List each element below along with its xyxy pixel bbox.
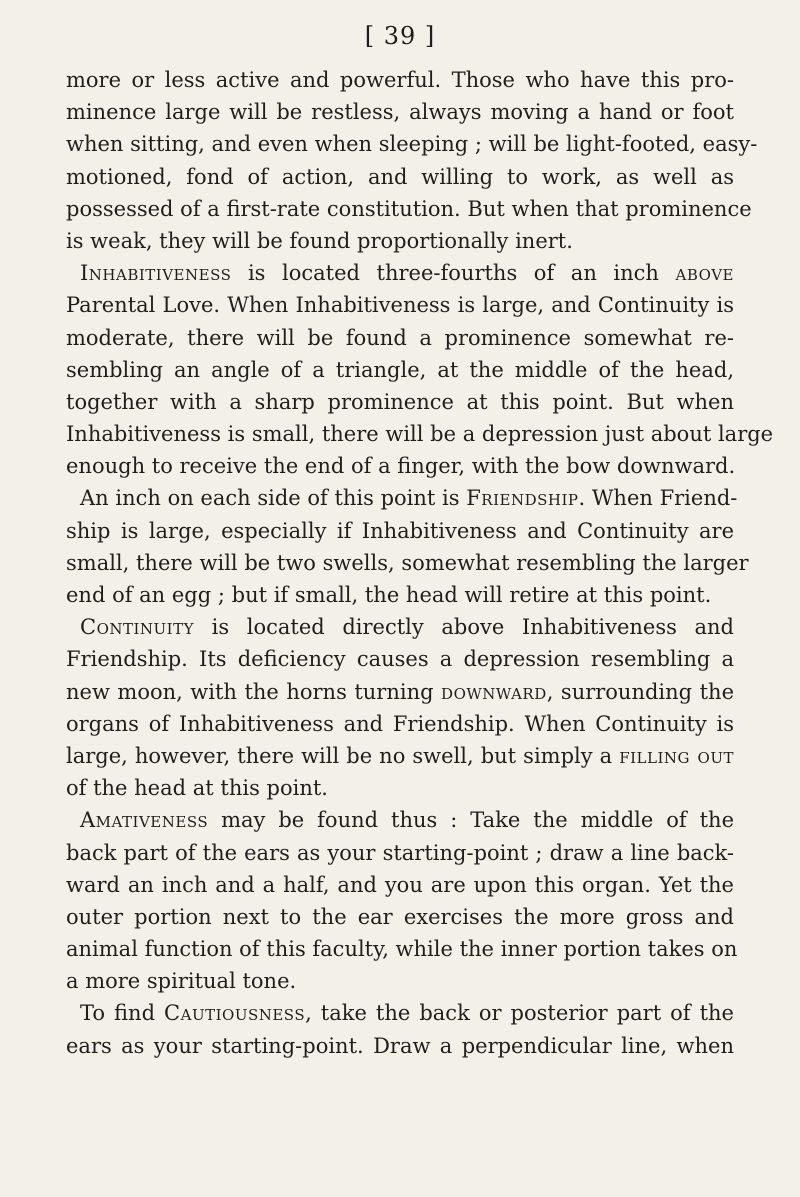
- text-run: when sitting, and even when sleeping ; will be light-footed, easy-: [66, 132, 758, 157]
- text-line: [66, 257, 734, 289]
- text-run: back part of the ears as your starting-point ; draw a line back-: [66, 840, 734, 865]
- text-run: outer portion next to the ear exercises the more gross and: [66, 904, 734, 929]
- text-line: [66, 418, 774, 450]
- text-run: Friendship. Its deficiency causes a depression resembling a: [66, 647, 734, 672]
- text-run: small, there will be two swells, somewhat resembling the larger: [66, 550, 749, 575]
- small-caps-term: Cautiousness: [164, 1001, 306, 1026]
- text-run: together with a sharp prominence at this point. But when: [66, 389, 734, 414]
- text-line: [66, 611, 734, 643]
- text-run: ship is large, especially if Inhabitiveness and Continuity are: [66, 518, 734, 543]
- text-run: sembling an angle of a triangle, at the middle of the head,: [66, 357, 734, 382]
- text-run: possessed of a first-rate constitution. But when that prominence: [66, 196, 752, 221]
- small-caps-term: Amativeness: [80, 808, 209, 833]
- page-number: [ 39 ]: [364, 22, 436, 50]
- text-line: [66, 965, 734, 997]
- text-line: [66, 740, 734, 772]
- text-line: [66, 547, 749, 579]
- small-caps-term: downward: [441, 679, 547, 704]
- text-line: [66, 997, 734, 1029]
- small-caps-term: above: [675, 261, 734, 286]
- text-line: [66, 579, 734, 611]
- text-line: [66, 322, 734, 354]
- text-line: [66, 161, 734, 193]
- text-run: , take the back or posterior part of the: [305, 1001, 734, 1026]
- text-line: [66, 128, 758, 160]
- text-line: [66, 933, 738, 965]
- text-run: enough to receive the end of a finger, with the bow downward.: [66, 454, 736, 479]
- text-run: motioned, fond of action, and willing to work, as well as: [66, 164, 734, 189]
- small-caps-term: Inhabitiveness: [80, 261, 232, 286]
- text-run: organs of Inhabitiveness and Friendship. When Continuity is: [66, 711, 734, 736]
- text-line: [66, 289, 734, 321]
- text-run: is located three-fourths of an inch: [231, 261, 676, 286]
- text-run: . When Friend-: [578, 486, 738, 511]
- text-run: more or less active and powerful. Those who have this pro-: [66, 68, 734, 92]
- text-run: ward an inch and a half, and you are upon this organ. Yet the: [66, 872, 734, 897]
- text-run: new moon, with the horns turning: [66, 679, 442, 704]
- text-run: , surrounding the: [546, 679, 734, 704]
- text-line: [66, 869, 734, 901]
- text-run: a more spiritual tone.: [66, 969, 297, 994]
- text-run: An inch on each side of this point is: [80, 486, 467, 511]
- text-line: [66, 772, 734, 804]
- text-line: [66, 708, 734, 740]
- text-line: [66, 96, 734, 128]
- text-line: [66, 676, 734, 708]
- text-run: animal function of this faculty, while the inner portion takes on: [66, 937, 738, 962]
- small-caps-term: Friendship: [466, 486, 579, 511]
- small-caps-term: Continuity: [80, 615, 195, 640]
- text-line: [66, 515, 734, 547]
- text-run: end of an egg ; but if small, the head will retire at this point.: [66, 583, 712, 607]
- text-line: [66, 450, 734, 482]
- text-run: To find: [80, 1001, 165, 1026]
- text-run: large, however, there will be no swell, but simply a: [66, 743, 620, 768]
- text-run: of the head at this point.: [66, 776, 328, 801]
- text-run: ears as your starting-point. Draw a perpendicular line, when: [66, 1033, 734, 1058]
- body-text: [66, 64, 774, 1062]
- text-line: [66, 193, 752, 225]
- text-run: minence large will be restless, always moving a hand or foot: [66, 100, 734, 125]
- text-line: [66, 225, 734, 257]
- text-run: Inhabitiveness is small, there will be a depression just about large: [66, 422, 774, 447]
- text-run: is weak, they will be found proportionally inert.: [66, 228, 573, 253]
- text-line: [66, 482, 738, 514]
- text-line: [66, 643, 734, 675]
- text-run: moderate, there will be found a prominence somewhat re-: [66, 325, 734, 350]
- text-line: [66, 64, 734, 96]
- small-caps-term: filling out: [619, 743, 734, 768]
- text-line: [66, 354, 734, 386]
- text-line: [66, 901, 734, 933]
- text-line: [66, 837, 734, 869]
- text-line: [66, 804, 734, 836]
- text-run: Parental Love. When Inhabitiveness is large, and Continuity is: [66, 293, 734, 318]
- text-line: [66, 1030, 734, 1062]
- text-run: is located directly above Inhabitiveness and: [194, 615, 734, 640]
- text-run: may be found thus : Take the middle of the: [208, 808, 734, 833]
- text-line: [66, 386, 734, 418]
